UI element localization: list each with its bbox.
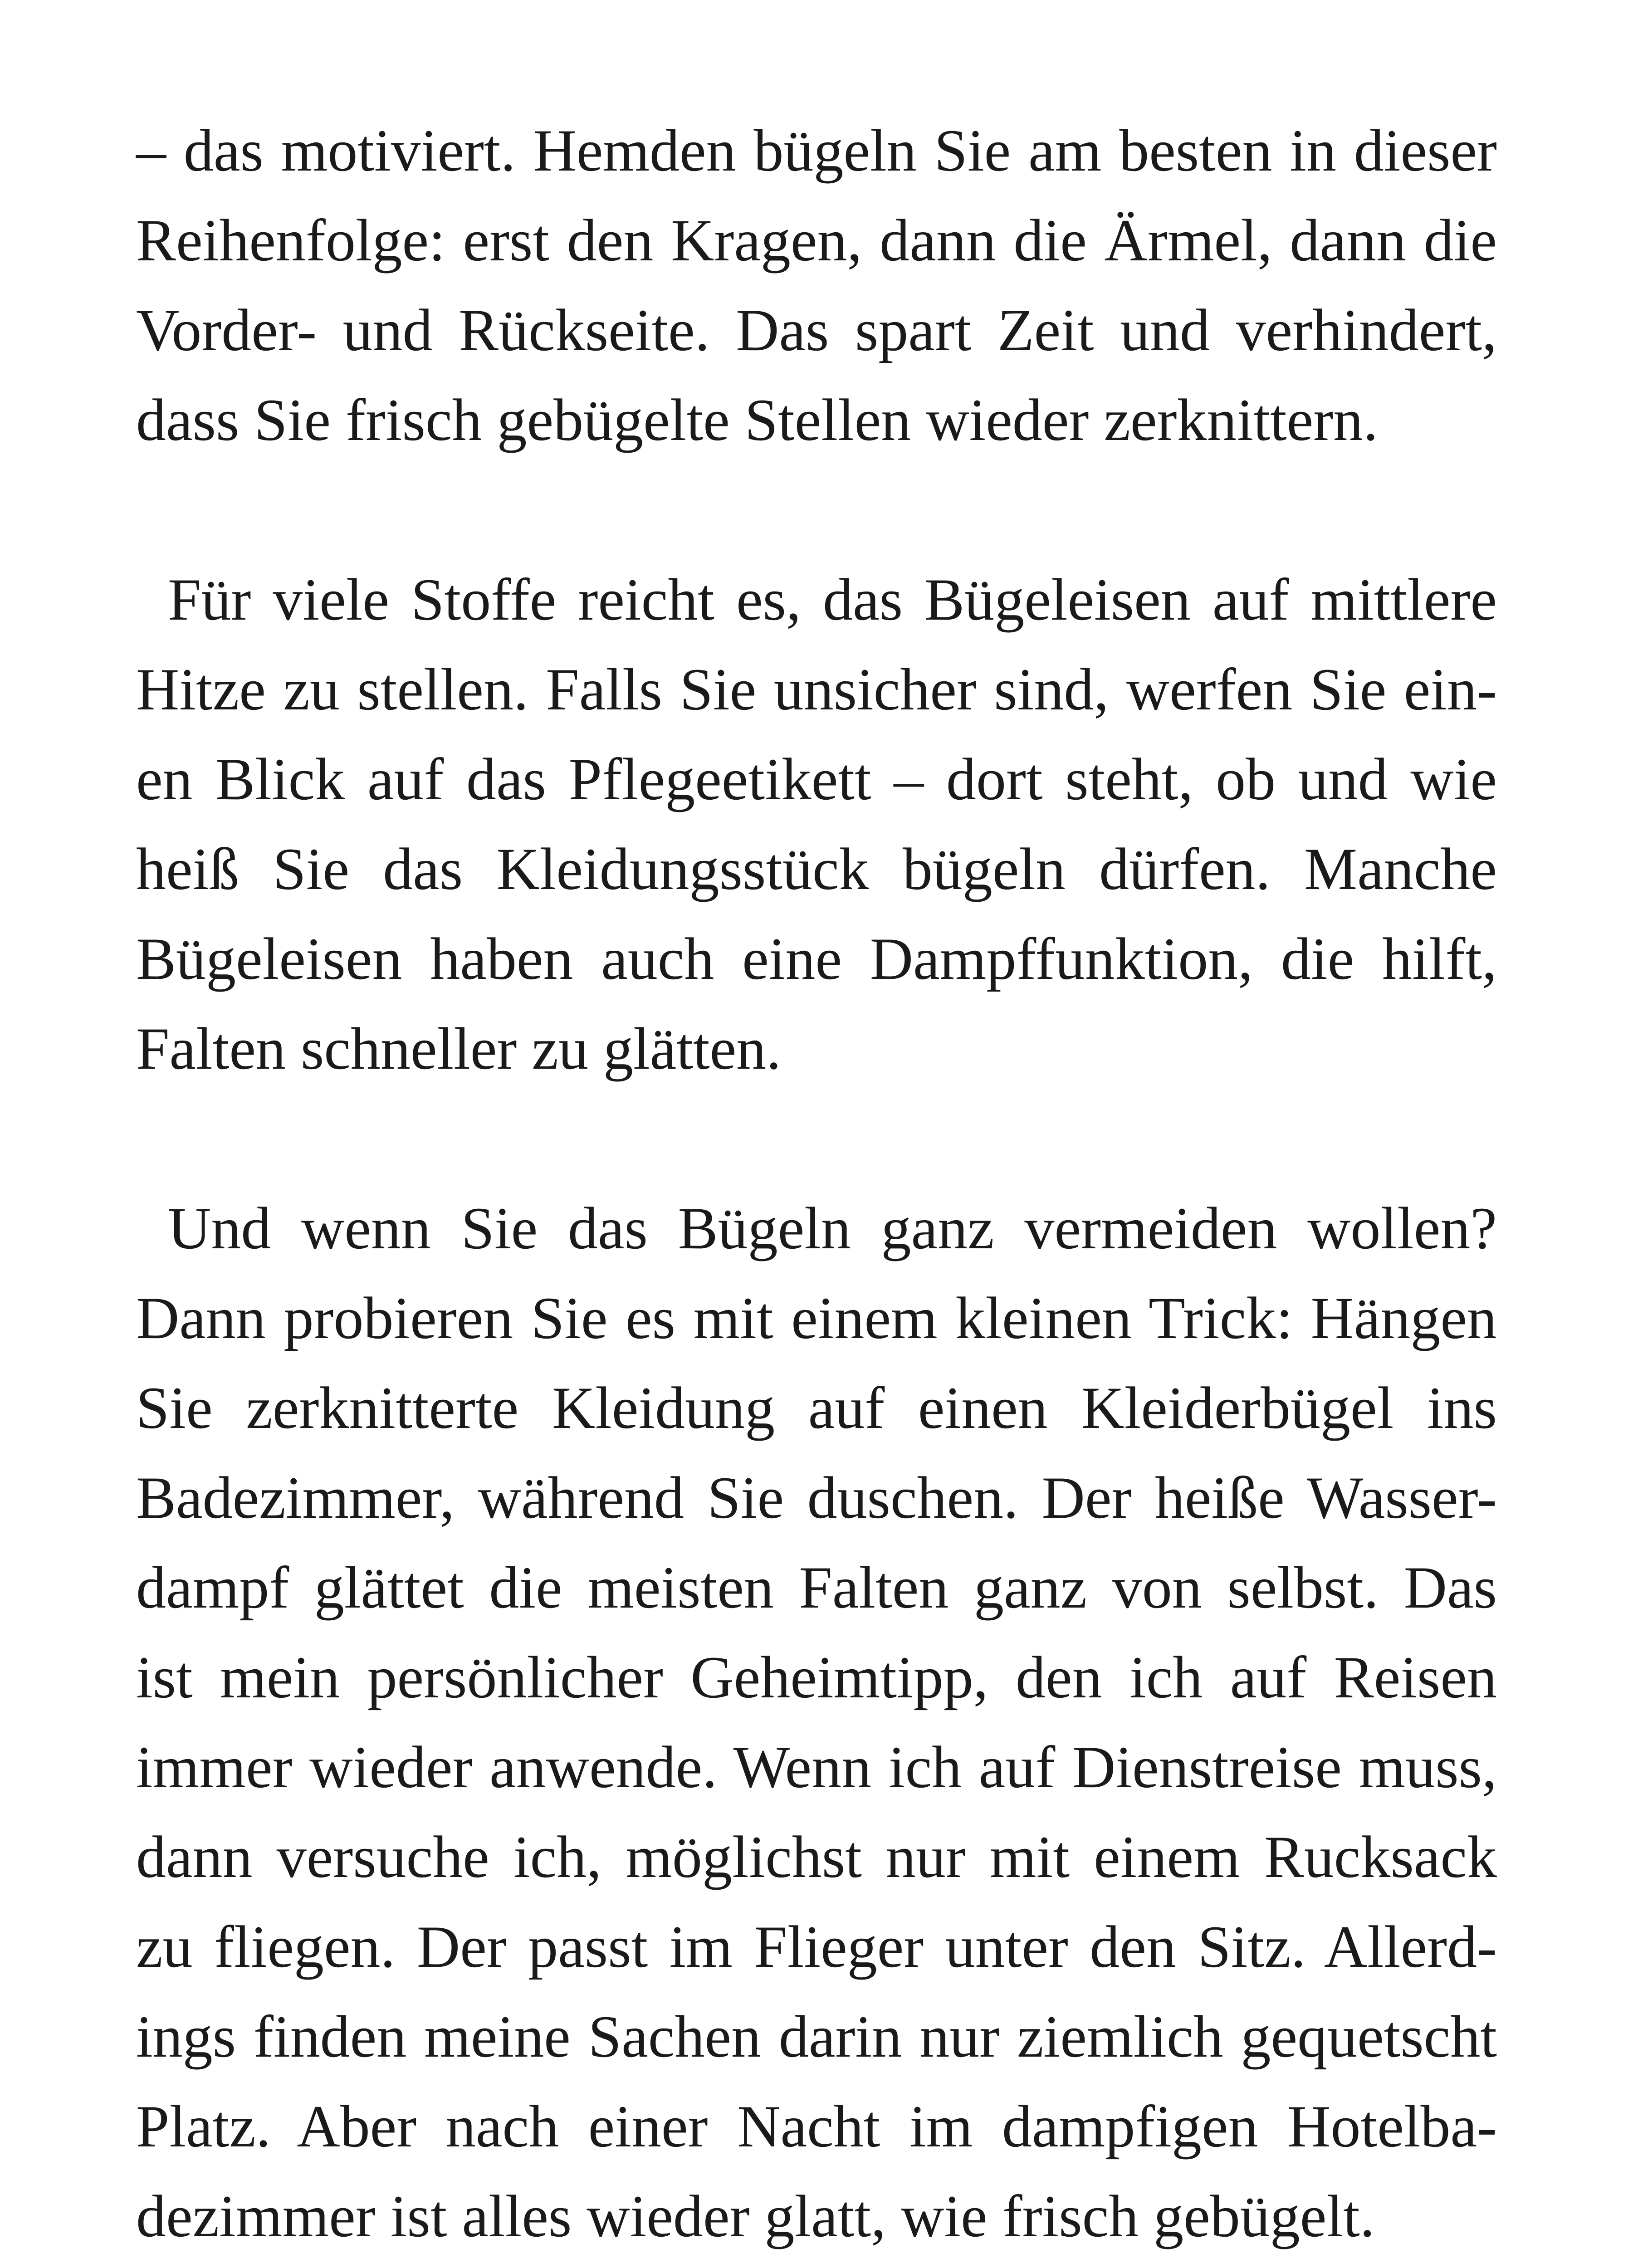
paragraph-3 <box>136 1183 1497 2261</box>
text-line: heiß Sie das Kleidungsstück bügeln dürfen. Manche <box>136 836 1497 902</box>
text-line: Reihenfolge: erst den Kragen, dann die Ärmel, dann die <box>136 207 1497 274</box>
text-line: Und wenn Sie das Bügeln ganz vermeiden wollen? <box>168 1195 1497 1261</box>
text-line: Hitze zu stellen. Falls Sie unsicher sind, werfen Sie ein- <box>136 656 1497 723</box>
text-line: Bügeleisen haben auch eine Dampffunktion, die hilft, <box>136 925 1497 992</box>
text-line: zu fliegen. Der passt im Flieger unter den Sitz. Allerd- <box>136 1913 1497 1980</box>
text-line: Falten schneller zu glätten. <box>136 1015 782 1082</box>
paragraph-1 <box>136 106 1497 465</box>
text-line: en Blick auf das Pflegeetikett – dort steht, ob und wie <box>136 746 1497 812</box>
text-line: ist mein persönlicher Geheimtipp, den ich auf Reisen <box>136 1644 1497 1711</box>
text-line: Sie zerknitterte Kleidung auf einen Kleiderbügel ins <box>136 1374 1497 1441</box>
text-line: dann versuche ich, möglichst nur mit einem Rucksack <box>136 1823 1497 1890</box>
text-line: Platz. Aber nach einer Nacht im dampfigen Hotelba- <box>136 2093 1497 2160</box>
text-line: Für viele Stoffe reicht es, das Bügeleisen auf mittlere <box>168 566 1497 633</box>
paragraph-2 <box>136 555 1497 1094</box>
text-line: dass Sie frisch gebügelte Stellen wieder zerknittern. <box>136 386 1379 453</box>
text-line: immer wieder anwende. Wenn ich auf Dienstreise muss, <box>136 1734 1497 1800</box>
text-line: ings finden meine Sachen darin nur ziemlich gequetscht <box>136 2003 1497 2070</box>
text-line: Dann probieren Sie es mit einem kleinen Trick: Hängen <box>136 1285 1497 1351</box>
text-line: – das motiviert. Hemden bügeln Sie am besten in dieser <box>136 117 1497 184</box>
text-line: dezimmer ist alles wieder glatt, wie frisch gebügelt. <box>136 2183 1375 2249</box>
text-line: Badezimmer, während Sie duschen. Der heiße Wasser- <box>136 1464 1497 1531</box>
text-line: Vorder- und Rückseite. Das spart Zeit und verhindert, <box>136 297 1497 363</box>
text-line: dampf glättet die meisten Falten ganz von selbst. Das <box>136 1554 1497 1621</box>
